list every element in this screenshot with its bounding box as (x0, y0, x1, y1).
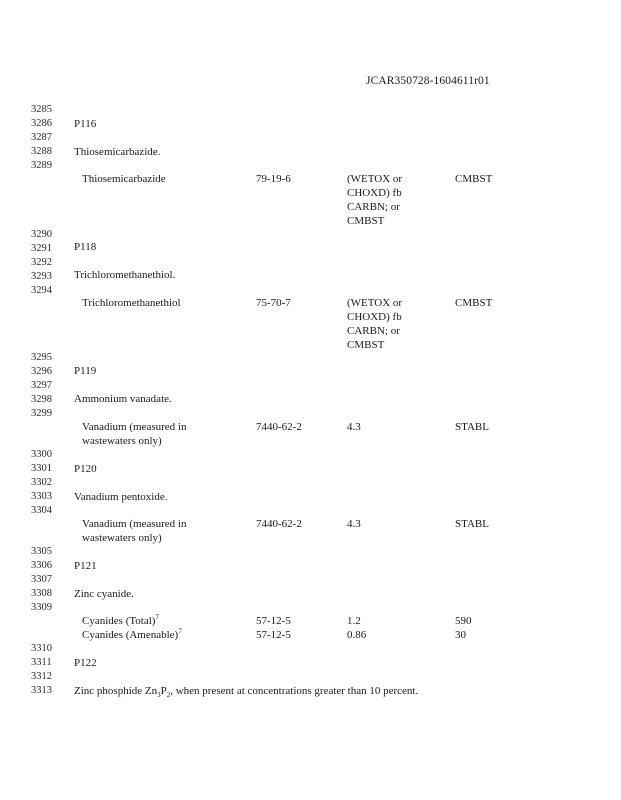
line-number: 3306 (31, 560, 52, 571)
line-number: 3292 (31, 257, 52, 268)
line-number: 3287 (31, 132, 52, 143)
waste-code: P120 (74, 463, 97, 475)
nonwastewater-standard: 590 (455, 615, 472, 627)
line-number: 3294 (31, 285, 52, 296)
line-number: 3299 (31, 408, 52, 419)
line-number: 3295 (31, 352, 52, 363)
cas-number: 79-19-6 (256, 173, 291, 185)
wastewater-standard: (WETOX or CHOXD) fb CARBN; or CMBST (347, 173, 403, 227)
wastewater-standard: 4.3 (347, 421, 361, 433)
line-number: 3297 (31, 380, 52, 391)
waste-description: Zinc phosphide $Zn_3P_2$, when present at concentrations greater than 10 percent. (74, 685, 419, 700)
constituent-name: Cyanides (Total)$^7$ (82, 613, 159, 627)
line-number: 3307 (31, 574, 52, 585)
waste-description: Trichloromethanethiol. (74, 269, 176, 281)
line-number: 3310 (31, 643, 52, 654)
document-header-code: JCAR350728-1604611r01 (366, 75, 490, 87)
nonwastewater-standard: STABL (455, 421, 489, 433)
cas-number: 57-12-5 (256, 615, 291, 627)
wastewater-standard: 0.86 (347, 629, 367, 641)
waste-code: P116 (74, 118, 97, 130)
nonwastewater-standard: CMBST (455, 297, 493, 309)
line-number: 3290 (31, 229, 52, 240)
wastewater-standard: 4.3 (347, 518, 361, 530)
nonwastewater-standard: 30 (455, 629, 466, 641)
nonwastewater-standard: CMBST (455, 173, 493, 185)
line-number: 3313 (31, 685, 52, 696)
wastewater-standard: (WETOX or CHOXD) fb CARBN; or CMBST (347, 297, 403, 351)
waste-description: Vanadium pentoxide. (74, 491, 168, 503)
line-number: 3300 (31, 449, 52, 460)
line-number: 3296 (31, 366, 52, 377)
waste-code: P121 (74, 560, 97, 572)
line-number: 3298 (31, 394, 52, 405)
line-number: 3302 (31, 477, 52, 488)
line-number: 3309 (31, 602, 52, 613)
line-number: 3291 (31, 243, 52, 254)
cas-number: 7440-62-2 (256, 421, 302, 433)
waste-code: P118 (74, 241, 97, 253)
cas-number: 57-12-5 (256, 629, 291, 641)
line-number: 3308 (31, 588, 52, 599)
line-number: 3286 (31, 118, 52, 129)
constituent-name: Vanadium (measured in wastewaters only) (82, 518, 187, 544)
wastewater-standard: 1.2 (347, 615, 361, 627)
line-number: 3303 (31, 491, 52, 502)
footnote-marker: 7 (178, 627, 182, 636)
line-number: 3289 (31, 160, 52, 171)
line-number: 3288 (31, 146, 52, 157)
waste-description: Zinc cyanide. (74, 588, 134, 600)
cas-number: 75-70-7 (256, 297, 291, 309)
waste-description: Ammonium vanadate. (74, 393, 172, 405)
constituent-name: Trichloromethanethiol (82, 297, 181, 309)
line-number: 3304 (31, 505, 52, 516)
waste-code: P122 (74, 657, 97, 669)
constituent-name: Cyanides (Amenable)$^7$ (82, 627, 182, 641)
line-number: 3293 (31, 271, 52, 282)
constituent-name: Thiosemicarbazide (82, 173, 166, 185)
line-number: 3311 (31, 657, 52, 668)
line-number: 3301 (31, 463, 52, 474)
line-number: 3305 (31, 546, 52, 557)
waste-description: Thiosemicarbazide. (74, 146, 161, 158)
line-number: 3285 (31, 104, 52, 115)
footnote-marker: 7 (155, 613, 159, 622)
constituent-name: Vanadium (measured in wastewaters only) (82, 421, 187, 447)
line-number: 3312 (31, 671, 52, 682)
nonwastewater-standard: STABL (455, 518, 489, 530)
waste-code: P119 (74, 365, 97, 377)
cas-number: 7440-62-2 (256, 518, 302, 530)
